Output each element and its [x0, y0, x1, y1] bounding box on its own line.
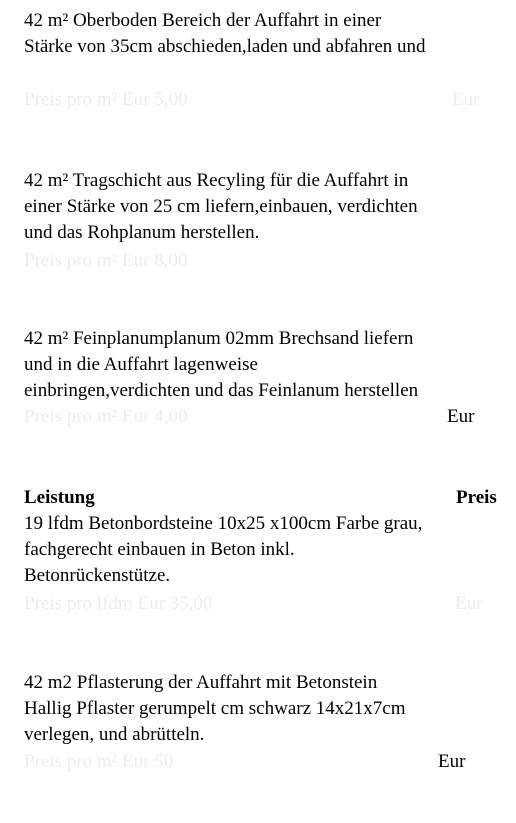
item-2-line-1: 42 m² Tragschicht aus Recyling für die Auffahrt in — [24, 170, 409, 191]
item-3-price-faint: Preis pro m² Eur 4,00 — [24, 406, 188, 427]
item-3-currency: Eur — [447, 406, 475, 427]
item-3-line-3: einbringen,verdichten und das Feinlanum herstellen — [24, 380, 419, 401]
item-1-price-faint: Preis pro m² Eur 5,00 — [24, 89, 188, 110]
item-2-line-3: und das Rohplanum herstellen. — [24, 222, 260, 243]
item-5-line-3: verlegen, und abrütteln. — [24, 724, 205, 745]
item-1-currency-faint: Eur — [452, 89, 480, 110]
item-4-line-3: Betonrückenstütze. — [24, 565, 171, 586]
item-1-line-2: Stärke von 35cm abschieden,laden und abfahren und — [24, 36, 426, 57]
header-preis: Preis — [456, 487, 497, 508]
item-4-line-2: fachgerecht einbauen in Beton inkl. — [24, 539, 295, 560]
item-5-line-2: Hallig Pflaster gerumpelt cm schwarz 14x21x7cm — [24, 698, 406, 719]
item-5-line-1: 42 m2 Pflasterung der Auffahrt mit Betonstein — [24, 672, 378, 693]
item-5-price-faint: Preis pro m² Eur 50 — [24, 751, 174, 772]
item-4-price-faint: Preis pro lfdm Eur 35,00 — [24, 593, 213, 614]
item-3-line-2: und in die Auffahrt lagenweise — [24, 354, 258, 375]
item-1-line-1: 42 m² Oberboden Bereich der Auffahrt in einer — [24, 10, 382, 31]
item-5-currency: Eur — [438, 751, 466, 772]
item-2-price-faint: Preis pro m² Eur 8,00 — [24, 250, 188, 271]
item-2-line-2: einer Stärke von 25 cm liefern,einbauen, verdichten — [24, 196, 418, 217]
item-3-line-1: 42 m² Feinplanumplanum 02mm Brechsand liefern — [24, 328, 414, 349]
item-4-currency-faint: Eur — [455, 593, 483, 614]
header-leistung: Leistung — [24, 487, 95, 508]
item-4-line-1: 19 lfdm Betonbordsteine 10x25 x100cm Farbe grau, — [24, 513, 423, 534]
